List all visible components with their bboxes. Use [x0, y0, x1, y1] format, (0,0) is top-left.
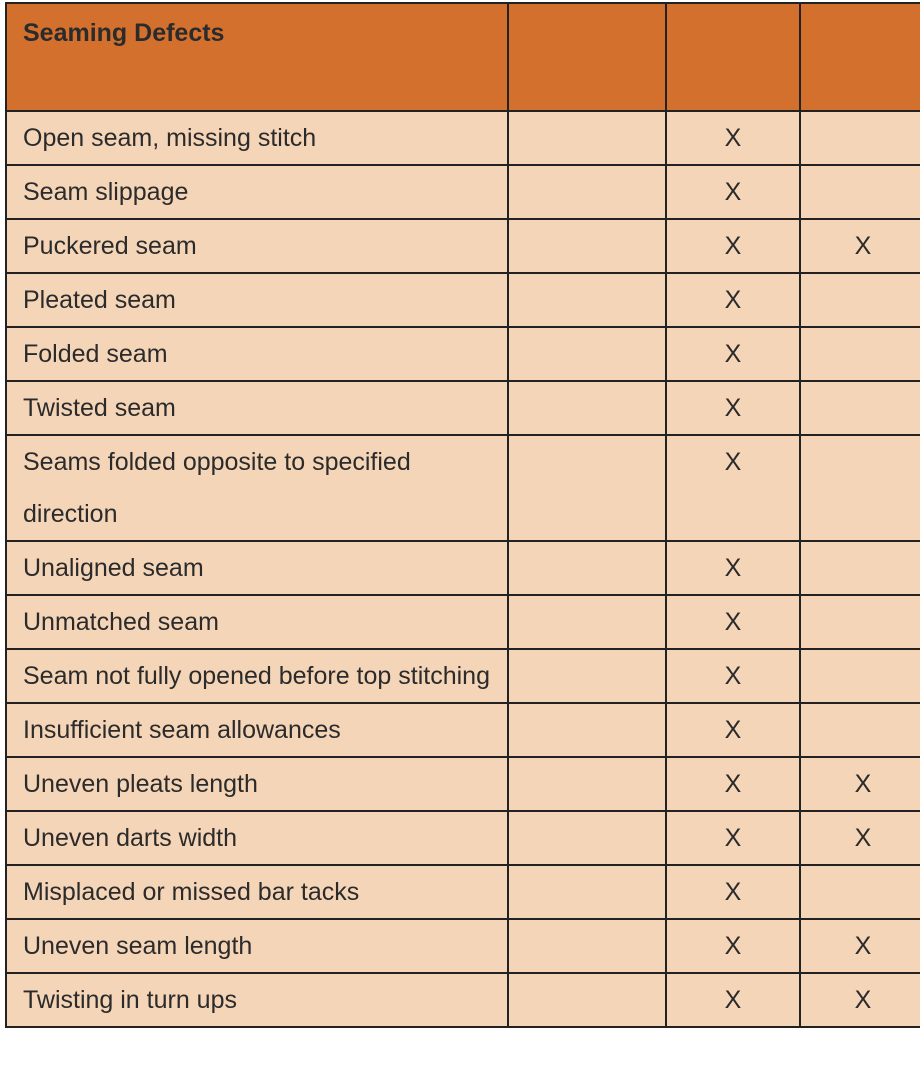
- table-row: [6, 865, 920, 919]
- cell-col4: [800, 273, 920, 327]
- defect-name: Unmatched seam: [6, 595, 508, 649]
- cell-col4: X: [800, 973, 920, 1027]
- cell-col3: X: [666, 595, 800, 649]
- header-cell-3: [666, 3, 800, 111]
- seaming-defects-table: [5, 2, 920, 1028]
- cell-col3: X: [666, 327, 800, 381]
- cell-col3: X: [666, 865, 800, 919]
- header-cell-2: [508, 3, 666, 111]
- cell-col2: [508, 919, 666, 973]
- cell-col2: [508, 649, 666, 703]
- defects-table-container: [5, 2, 920, 1028]
- cell-col2: [508, 273, 666, 327]
- table-row: [6, 381, 920, 435]
- cell-col4: [800, 865, 920, 919]
- defect-name: Insufficient seam allowances: [6, 703, 508, 757]
- cell-col3: X: [666, 541, 800, 595]
- header-cell-defects: Seaming Defects: [6, 3, 508, 111]
- defect-name: Open seam, missing stitch: [6, 111, 508, 165]
- table-row: [6, 973, 920, 1027]
- defect-name: Pleated seam: [6, 273, 508, 327]
- cell-col2: [508, 811, 666, 865]
- defect-name: Uneven pleats length: [6, 757, 508, 811]
- table-row: [6, 595, 920, 649]
- cell-col3: X: [666, 219, 800, 273]
- cell-col3: X: [666, 649, 800, 703]
- cell-col2: [508, 381, 666, 435]
- table-row: [6, 757, 920, 811]
- table-row: [6, 111, 920, 165]
- cell-col4: [800, 435, 920, 541]
- cell-col3: X: [666, 381, 800, 435]
- cell-col2: [508, 973, 666, 1027]
- cell-col4: X: [800, 757, 920, 811]
- cell-col2: [508, 111, 666, 165]
- defect-name: Uneven darts width: [6, 811, 508, 865]
- table-row: [6, 919, 920, 973]
- defect-name: Twisted seam: [6, 381, 508, 435]
- table-row: [6, 219, 920, 273]
- cell-col2: [508, 865, 666, 919]
- table-row: [6, 541, 920, 595]
- cell-col4: [800, 595, 920, 649]
- cell-col3: X: [666, 111, 800, 165]
- cell-col4: [800, 649, 920, 703]
- table-row: [6, 649, 920, 703]
- cell-col2: [508, 435, 666, 541]
- table-row: [6, 273, 920, 327]
- table-row: [6, 435, 920, 541]
- defect-name: Folded seam: [6, 327, 508, 381]
- header-cell-4: [800, 3, 920, 111]
- table-header-row: [6, 3, 920, 111]
- cell-col2: [508, 165, 666, 219]
- cell-col3: X: [666, 757, 800, 811]
- cell-col3: X: [666, 703, 800, 757]
- cell-col4: [800, 381, 920, 435]
- table-row: [6, 327, 920, 381]
- cell-col3: X: [666, 973, 800, 1027]
- defect-name: Misplaced or missed bar tacks: [6, 865, 508, 919]
- defect-name: Twisting in turn ups: [6, 973, 508, 1027]
- table-row: [6, 165, 920, 219]
- defect-name: Seam slippage: [6, 165, 508, 219]
- defect-name: Seam not fully opened before top stitching: [6, 649, 508, 703]
- cell-col4: X: [800, 219, 920, 273]
- cell-col2: [508, 595, 666, 649]
- defect-name: Puckered seam: [6, 219, 508, 273]
- cell-col3: X: [666, 435, 800, 541]
- defect-name: Unaligned seam: [6, 541, 508, 595]
- cell-col4: [800, 327, 920, 381]
- cell-col4: X: [800, 811, 920, 865]
- cell-col2: [508, 219, 666, 273]
- table-row: [6, 703, 920, 757]
- cell-col4: X: [800, 919, 920, 973]
- cell-col4: [800, 111, 920, 165]
- cell-col2: [508, 703, 666, 757]
- cell-col2: [508, 757, 666, 811]
- cell-col3: X: [666, 273, 800, 327]
- defect-name: Uneven seam length: [6, 919, 508, 973]
- table-row: [6, 811, 920, 865]
- cell-col4: [800, 703, 920, 757]
- cell-col3: X: [666, 919, 800, 973]
- cell-col2: [508, 541, 666, 595]
- cell-col3: X: [666, 811, 800, 865]
- table-body: [6, 111, 920, 1027]
- cell-col4: [800, 165, 920, 219]
- cell-col3: X: [666, 165, 800, 219]
- cell-col4: [800, 541, 920, 595]
- cell-col2: [508, 327, 666, 381]
- defect-name: Seams folded opposite to specified direction: [6, 435, 508, 541]
